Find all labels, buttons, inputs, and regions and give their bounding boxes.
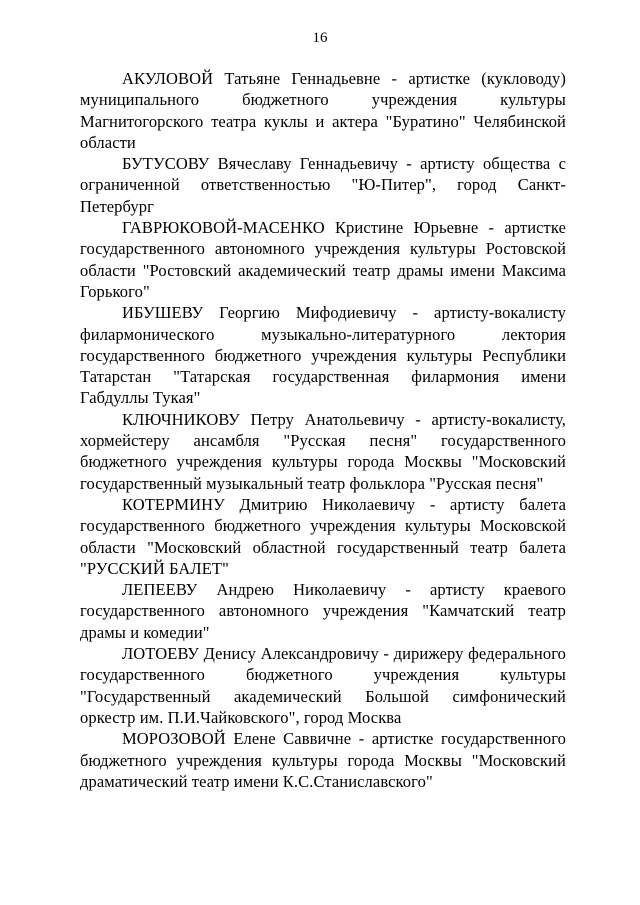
list-item: БУТУСОВУ Вячеславу Геннадьевичу - артисту общества с ограниченной ответственностью "Ю-Питер", город Санкт-Петербург: [80, 154, 566, 216]
page-number: 16: [312, 30, 328, 46]
list-item: ЛЕПЕЕВУ Андрею Николаевичу - артисту краевого государственного автономного учреждения "Камчатский театр драмы и комедии": [80, 580, 566, 642]
list-item: ГАВРЮКОВОЙ-МАСЕНКО Кристине Юрьевне - артистке государственного автономного учреждения культуры Ростовской области "Ростовский академический театр драмы имени Максима Горького": [80, 218, 566, 301]
list-item: АКУЛОВОЙ Татьяне Геннадьевне - артистке (кукловоду) муниципального бюджетного учреждения культуры Магнитогорского театра куклы и актера "Буратино" Челябинской области: [80, 69, 566, 152]
award-list: [80, 68, 566, 792]
list-item: ИБУШЕВУ Георгию Мифодиевичу - артисту-вокалисту филармонического музыкально-литературного лектория государственного бюджетного учреждения культуры Республики Татарстан "Татарская государственная филармония имени Габдуллы Тукая": [80, 303, 566, 408]
list-item: КЛЮЧНИКОВУ Петру Анатольевичу - артисту-вокалисту, хормейстеру ансамбля "Русская песня" государственного бюджетного учреждения культуры города Москвы "Московский государственный музыкальный театр фольклора "Русская песня": [80, 409, 566, 493]
list-item: ЛОТОЕВУ Денису Александровичу - дирижеру федерального государственного бюджетного учреждения культуры "Государственный академический Большой симфонический оркестр им. П.И.Чайковского", город Москва: [80, 644, 566, 727]
list-item: МОРОЗОВОЙ Елене Саввичне - артистке государственного бюджетного учреждения культуры города Москвы "Московский драматический театр имени К.С.Станиславского": [80, 729, 566, 791]
list-item: КОТЕРМИНУ Дмитрию Николаевичу - артисту балета государственного бюджетного учреждения культуры Московской области "Московский областной государственный театр балета "РУССКИЙ БАЛЕТ": [80, 494, 566, 578]
